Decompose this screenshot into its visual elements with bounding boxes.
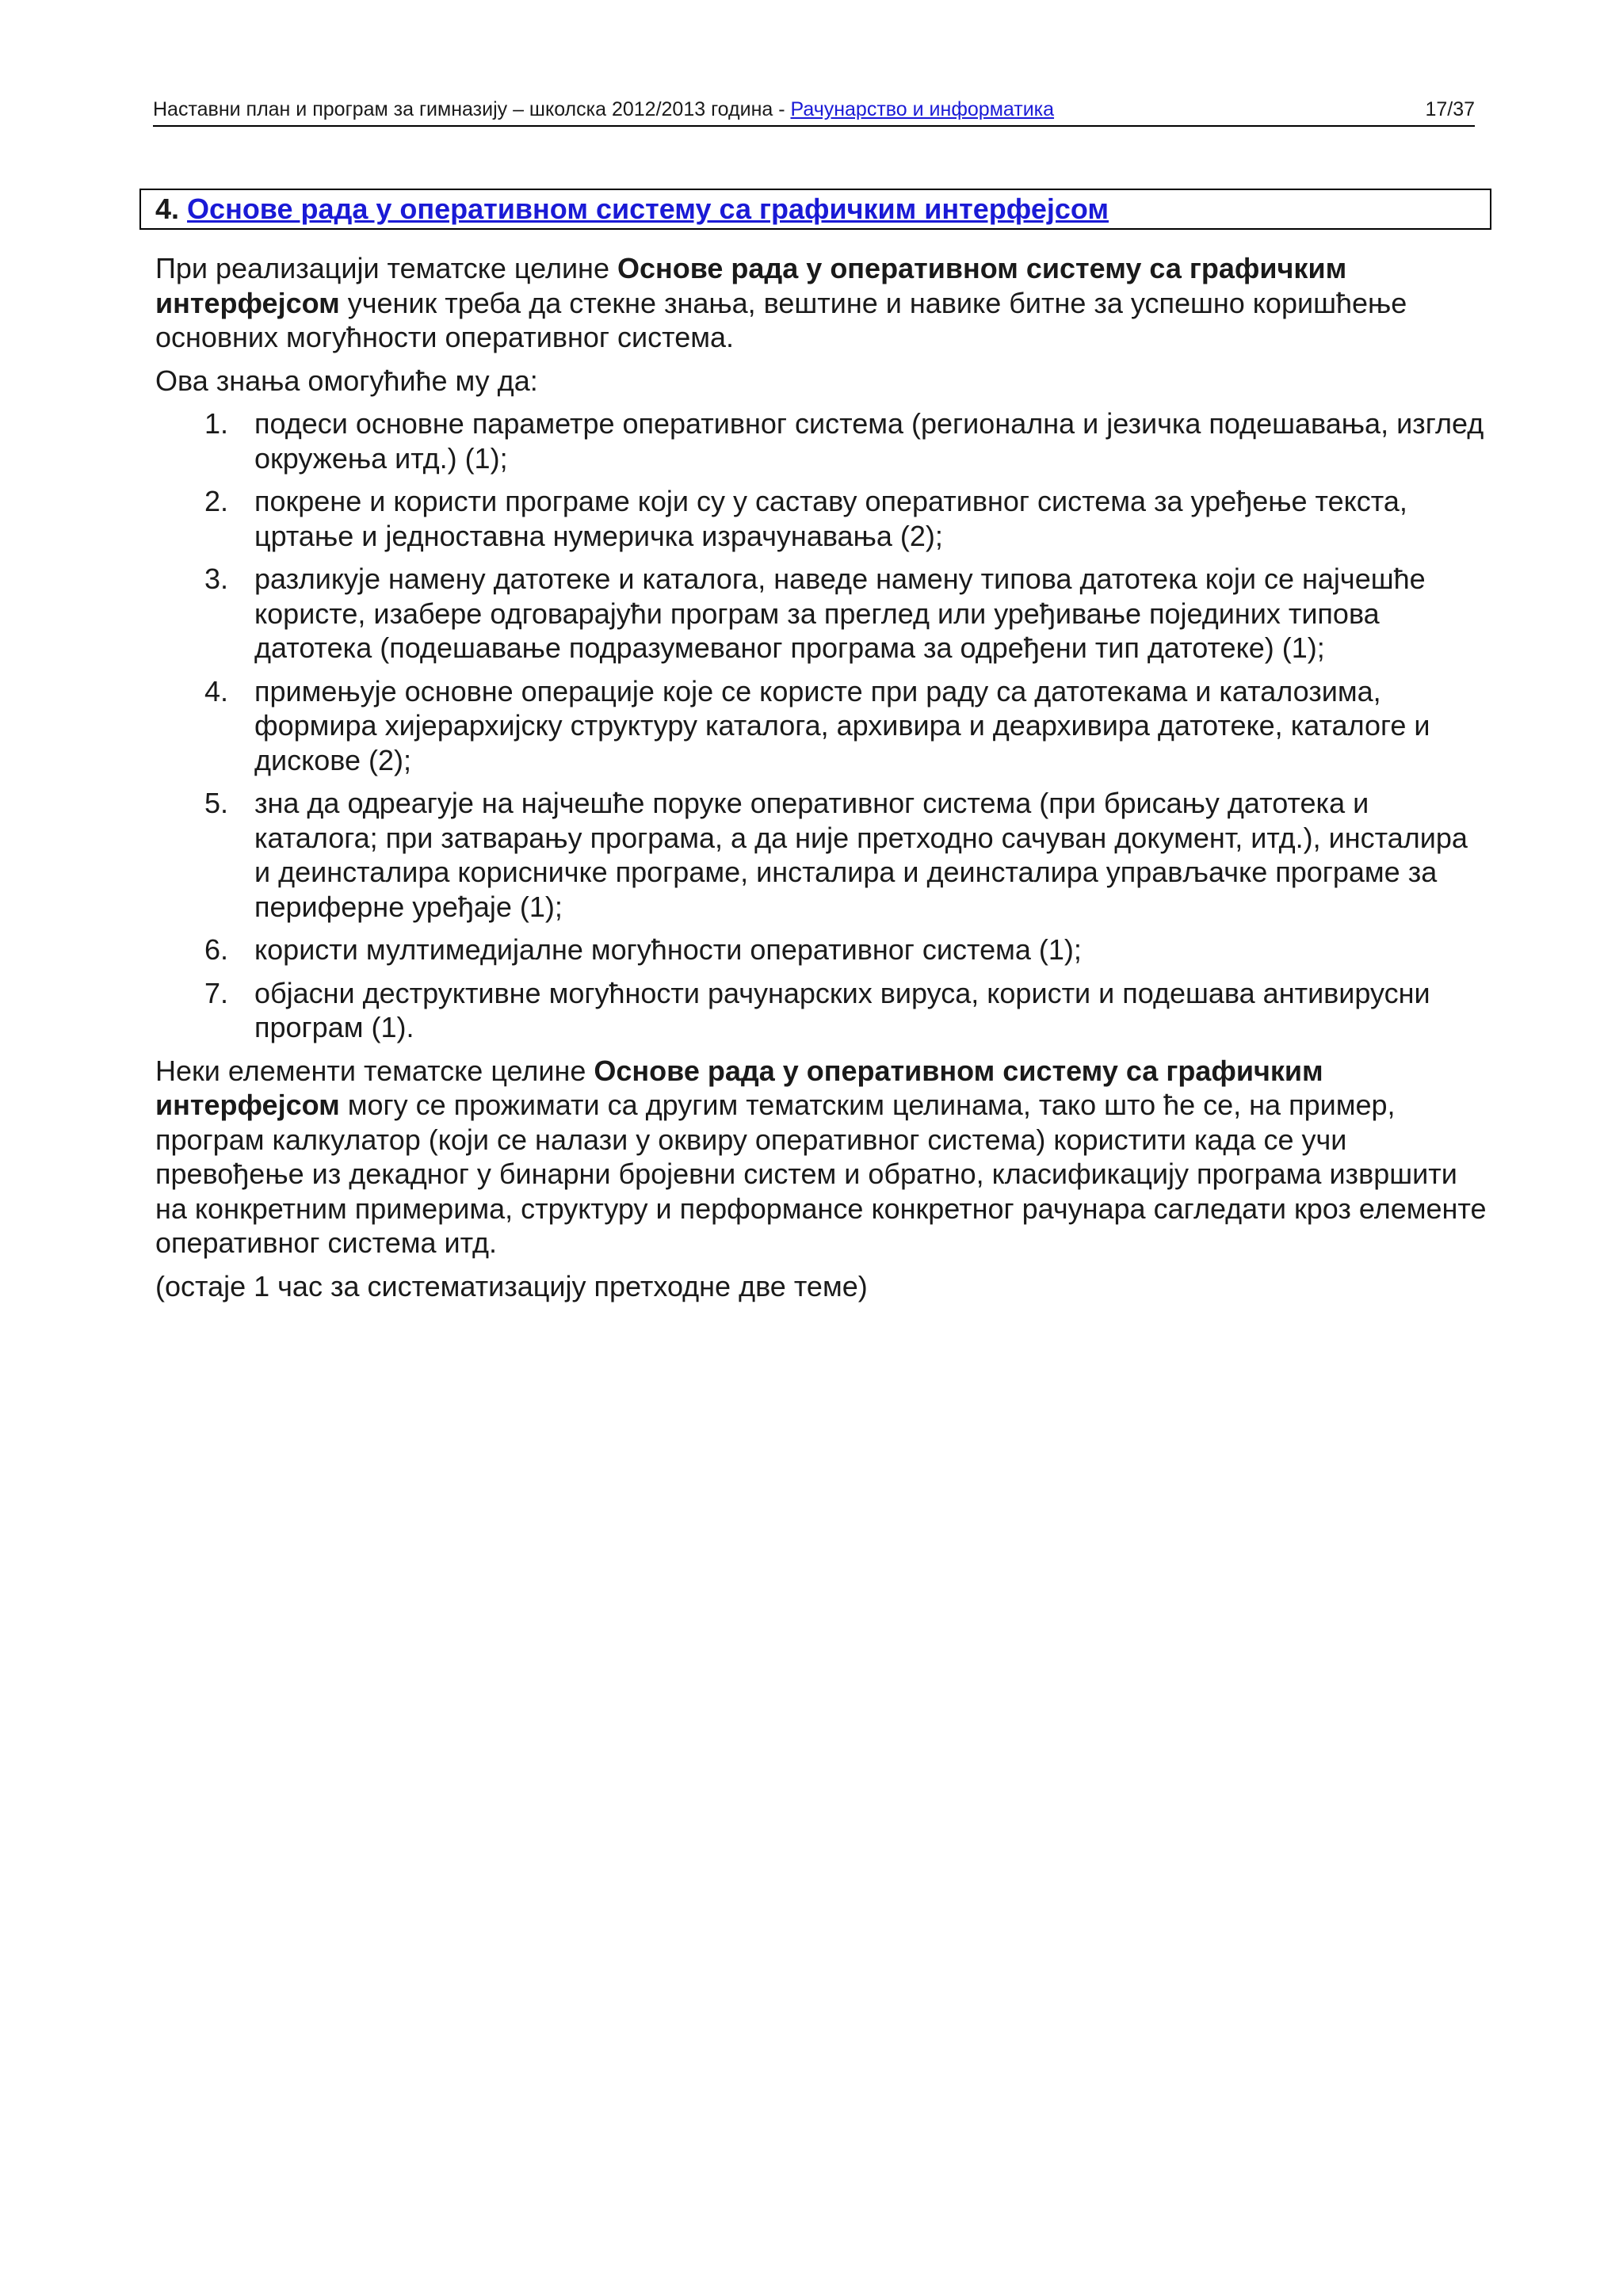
closing-text-end: могу се прожимати са другим тематским целинама, тако што ће се, на пример, програм калкулатор (који се налази у оквиру оперативног система) користити када се учи превођење из декадног у бинарни бројевни систем и обратно, класификацију програма извршити на конкретним примерима, структуру и перформансе конкретног рачунара сагледати кроз елементе оперативног система итд.	[155, 1089, 1487, 1259]
list-item	[155, 786, 1487, 924]
header-subject-link[interactable]: Рачунарство и информатика	[790, 98, 1055, 120]
list-item-number: 2.	[204, 485, 229, 517]
goals-list	[155, 406, 1487, 1045]
section-content	[155, 251, 1487, 1312]
list-item	[155, 976, 1487, 1045]
closing-bold-title: Основе рада у оперативном систему са графичким интерфејсом	[155, 1054, 1323, 1121]
intro-paragraph	[155, 251, 1487, 355]
intro-bold-title: Основе рада у оперативном систему са графичким интерфејсом	[155, 252, 1347, 319]
list-item-text: покрене и користи програме који су у саставу оперативног система за уређење текста, цртање и једноставна нумеричка израчунавања (2);	[254, 485, 1407, 552]
list-item-number: 1.	[204, 407, 229, 440]
page-number: 17/37	[1425, 98, 1475, 120]
note-paragraph: (остаје 1 час за систематизацију претходне две теме)	[155, 1269, 868, 1302]
section-heading	[139, 189, 1491, 230]
closing-text-start: Неки елементи тематске целине	[155, 1054, 594, 1087]
list-item-text: објасни деструктивне могућности рачунарских вируса, користи и подешава антивирусни програм (1).	[254, 976, 1430, 1043]
list-item-text: подеси основне параметре оперативног система (регионална и језичка подешавања, изглед окружења итд.) (1);	[254, 407, 1484, 475]
list-item-number: 3.	[204, 563, 229, 595]
list-item	[155, 562, 1487, 666]
list-item-text: разликује намену датотеке и каталога, наведе намену типова датотека који се најчешће користе, изабере одговарајући програм за преглед или уређивање појединих типова датотека (подешавање подразумеваног програма за одређени тип датотеке) (1);	[254, 563, 1426, 664]
list-item-text: примењује основне операције које се користе при раду са датотекама и каталозима, формира хијерархијску структуру каталога, архивира и деархивира датотеке, каталоге и дискове (2);	[254, 674, 1430, 776]
list-item-number: 4.	[204, 674, 229, 707]
lead-paragraph: Ова знања омогућиће му да:	[155, 364, 538, 397]
list-item-number: 5.	[204, 787, 229, 819]
list-item-number: 7.	[204, 976, 229, 1009]
section-number: 4.	[155, 193, 180, 225]
list-item-text: зна да одреагује на најчешће поруке оперативног система (при брисању датотека и каталога; при затварању програма, а да није претходно сачуван документ, итд.), инсталира и деинсталира корисничке програме, инсталира и деинсталира управљачке програме за периферне уређаје (1);	[254, 787, 1468, 923]
list-item	[155, 933, 1487, 967]
intro-text-start: При реализацији тематске целине	[155, 252, 617, 284]
list-item	[155, 406, 1487, 475]
closing-paragraph	[155, 1054, 1487, 1261]
intro-text-end: ученик треба да стекне знања, вештине и навике битне за успешно коришћење основних могућности оперативног система.	[155, 286, 1407, 353]
list-item	[155, 674, 1487, 778]
page-header	[153, 93, 1475, 127]
section-title-link[interactable]: Основе рада у оперативном систему са графичким интерфејсом	[187, 193, 1109, 225]
list-item-number: 6.	[204, 933, 229, 966]
list-item	[155, 484, 1487, 553]
header-text: Наставни план и програм за гимназију – школска 2012/2013 година -	[153, 98, 791, 120]
list-item-text: користи мултимедијалне могућности оперативног система (1);	[254, 933, 1082, 966]
